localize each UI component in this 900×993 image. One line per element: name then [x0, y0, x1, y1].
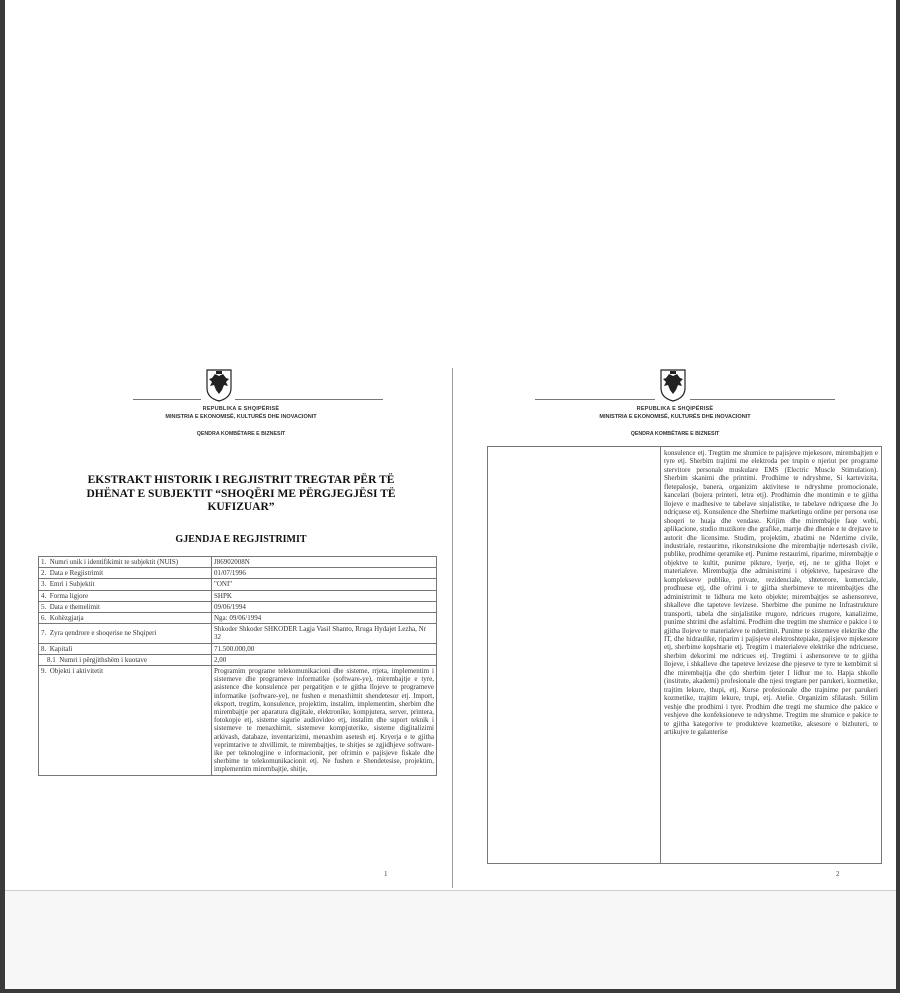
- page-separator: [452, 368, 453, 888]
- page-header: [35, 362, 447, 440]
- page-number: 1: [384, 870, 388, 878]
- title-line-1: EKSTRAKT HISTORIK I REGJISTRIT TREGTAR PËR TË: [87, 474, 395, 486]
- page-header: [465, 362, 885, 440]
- row-value: 09/06/1994: [212, 601, 437, 612]
- row-label: 5. Data e themelimit: [39, 601, 212, 612]
- row-label: 8.1 Numri i përgjithshëm i kuotave: [39, 654, 212, 665]
- page-number: 2: [836, 870, 840, 878]
- header-republic: REPUBLIKA E SHQIPËRISË: [202, 406, 280, 412]
- table-row: [39, 613, 437, 624]
- row-value: J86902008N: [212, 557, 437, 568]
- header-center: QENDRA KOMBËTARE E BIZNESIT: [630, 431, 720, 437]
- header-rule-left: [133, 399, 201, 400]
- header-ministry: MINISTRIA E EKONOMISË, KULTURËS DHE INOVACIONIT: [599, 414, 751, 420]
- viewer-right-edge: [896, 0, 900, 993]
- row-label: 6. Kohëzgjatja: [39, 613, 212, 624]
- row-label: 1. Numri unik i identifikimit te subjektit (NUIS): [39, 557, 212, 568]
- viewer-bottom-area: [5, 890, 896, 991]
- viewer-left-edge: [0, 0, 5, 993]
- row-value: 01/07/1996: [212, 568, 437, 579]
- registration-status-heading: GJENDJA E REGJISTRIMIT: [175, 534, 307, 545]
- document-page-2: [465, 362, 885, 884]
- row-value: 2,00: [212, 654, 437, 665]
- document-page-1: [35, 362, 447, 884]
- row-value: SHPK: [212, 590, 437, 601]
- table-row: [39, 590, 437, 601]
- activity-continuation-box: [487, 446, 882, 864]
- table-row: [39, 654, 437, 665]
- row-value: Nga: 09/06/1994: [212, 613, 437, 624]
- table-row: [39, 666, 437, 776]
- activity-text: Programim programe telekomunikacioni dhe sisteme, rrjeta, implementim i sistemeve dhe programeve informatike (software-ye), mirembajtje e tyre, asistence dhe konsulence per pergatitjen e te gjitha llojeve te programeve informatike (software-ye), ne fushen e menaxhimit shendetesor etj. Import, eksport, tregtim, konsulence, projektim, instalim, implementim, sherbim dhe mirembajtje per aparatura digjitale, elektronike, kompjutera, server, printera, fotokopje etj, sisteme sigurie audiovideo etj, instalim dhe suport teknik i sistemeve te menaxhimit, sistemeve kompjuterike, sisteme digjitalizimi arkivash, databaze, inventarizimi, menaxhim asetesh etj. Kryerja e te gjitha veprimtarive te zhvillimit, te mirembajtjes, te shitjes se zgjidhjeve software-ike per teknologjine e informacionit, per ofrimin e pajisjeve fiskale dhe sherbime te telekomunikacionit etj. Ne fushen e Shendetesise, projektim, implementim mirembajtje, shitje,: [212, 666, 437, 776]
- row-label: 9. Objekti i aktivitetit: [39, 666, 212, 776]
- table-row: [39, 624, 437, 643]
- title-line-3: KUFIZUAR”: [207, 501, 275, 513]
- activity-continuation-text: konsulence etj. Tregtim me shumice te pajisjeve mjekesore, mirembajtjen e tyre etj. Sherbim trajtimi me elektroda per trupin e njeriut per programe stervitore personale muskulare EMS (Electric Muscle Stimulation). Sherbim skanimi dhe printimi. Prodhime te ndryshme, Si kartevizita, fletepalosje, banera, organizim aktivitese te ndryshme promocionale, kancelari (bojera printeri, letra etj). Prodhimin dhe montimin e te gjitha llojeve e madhesive te tabelave sinjalistike, te tabelave ndriçuese dhe Jo ndriçuese etj. Konsulence dhe Sherbime marketingu online per persona ose shoqeri te huaja dhe vendase. Krijim dhe mirembajtje faqe webi, aplikacione, studio muzikore dhe grafike, marrje dhe dhenie e te drejtave te autorit dhe licensime. Studim, projektim, zbatimi ne Ndertime civile, industriale, restaurime, rikonstruksione dhe mirembajtje ndertesash civile, publike, prodhime qeramike etj. Punime restaurimi, riparime, mirembajtje e objektve te kultit, punime pikture, lyerje, etj, ne te gjitha llojet e materialeve. Mirembajtja dhe administrimi i objekteve, hapesirave dhe komplekseve publike, private, rezidenciale, shteterore, komerciale, prodhuese etj, dhe ofrimi i te gjitha sherbimeve te mirembajtjes dhe administrimit te lidhura me keto objekte; mirembajtjes se ashensoreve, shkalleve dhe tapeteve levizese. Sherbime dhe punime ne Infrastrukture transporti, tabela dhe sinjalistike rrugore, ndricues rrugore, kanalizime, punime shtrimi dhe asfaltimi. Prodhim dhe tregtim me shumice e pakice i te gjitha llojeve te materialeve te ndertimit. Punime te sistemeve elektrike dhe IT, dhe hidraulike, riparim i pajisjeve elektroshtepiake, pajisjeve mjekesore etj, sherbime kopshtarie etj. Tregtim i materialeve elektrike dhe ndricuese, sherbim dekorimi me ndricues etj. Tregtimi i ashensoreve te te gjitha llojeve, i shkalleve dhe tapeteve levizese dhe pjeseve te tyre te kembimit si dhe mirembajtja dhe çdo sherbim tjeter I lidhur me to. Hapja shkolle (institute, akademi) profesionale dhe njesi tregtare per parukeri, kozmetike, trajtim lekure, thupi, etj. Kurse profesionale dhe trajnime per parukeri kozmetike, trajtim lekure, trupi, etj. Atelie. Organizim sfilatash. Stilim veshje dhe prodhimi i tyre. Prodhim dhe tregti me shumice dhe pakice e veshjeve dhe konfeksioneve te ndryshme. Tregtim me shumice e pakice te te gjitha kategorive te produkteve kozmetike, aksesore e bizhuteri, te artikujve te galanterise: [664, 449, 878, 736]
- title-line-2: DHËNAT E SUBJEKTIT “SHOQËRI ME PËRGJEGJËSI TË: [86, 487, 396, 500]
- document-title: [45, 474, 437, 515]
- registration-table: [38, 556, 437, 776]
- row-value: Shkoder Shkoder SHKODER Lagja Vasil Shanto, Rruga Hydajet Lezha, Nr 32: [212, 624, 437, 643]
- header-rule-left: [535, 399, 655, 400]
- header-republic: REPUBLIKA E SHQIPËRISË: [636, 406, 714, 412]
- table-row: [39, 579, 437, 590]
- row-value: "ONI": [212, 579, 437, 590]
- row-value: 71.500.000,00: [212, 643, 437, 654]
- table-row: [39, 601, 437, 612]
- header-center: QENDRA KOMBËTARE E BIZNESIT: [196, 431, 286, 437]
- albania-emblem-icon: [205, 368, 233, 402]
- header-rule-right: [690, 399, 835, 400]
- row-label: 8. Kapitali: [39, 643, 212, 654]
- table-row: [39, 643, 437, 654]
- table-row: [39, 557, 437, 568]
- row-label: 4. Forma ligjore: [39, 590, 212, 601]
- row-label: 2. Data e Regjistrimit: [39, 568, 212, 579]
- row-label: 7. Zyra qendrore e shoqerise ne Shqiperi: [39, 624, 212, 643]
- albania-emblem-icon: [659, 368, 687, 402]
- header-ministry: MINISTRIA E EKONOMISË, KULTURËS DHE INOVACIONIT: [165, 414, 317, 420]
- row-label: 3. Emri i Subjektit: [39, 579, 212, 590]
- table-row: [39, 568, 437, 579]
- viewer-bottom-edge: [0, 989, 900, 993]
- header-rule-right: [235, 399, 383, 400]
- column-divider: [660, 447, 661, 863]
